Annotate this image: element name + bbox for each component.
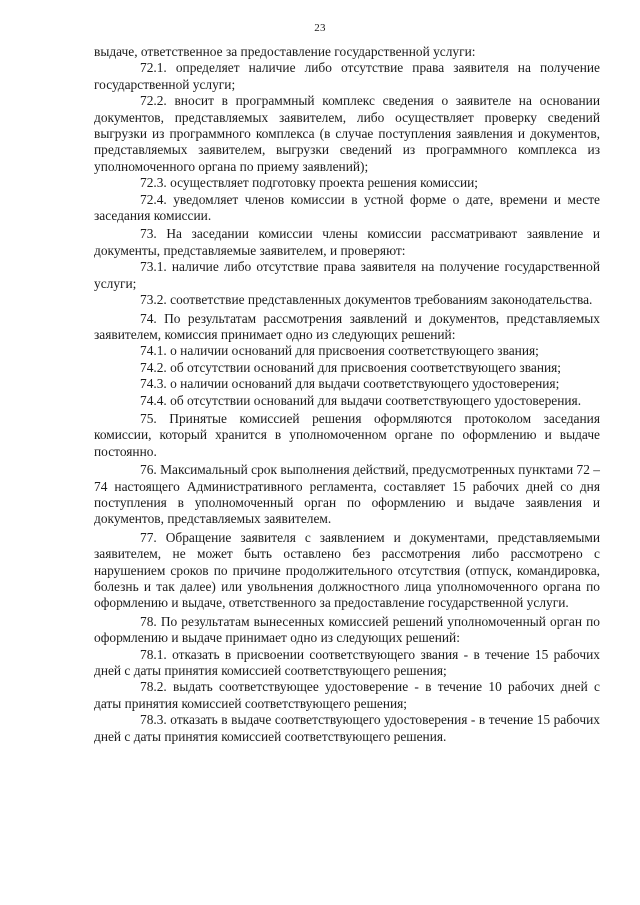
paragraph-74-2: 74.2. об отсутствии оснований для присвоения соответствующего звания; [140, 359, 562, 375]
page-number: 23 [314, 22, 326, 34]
paragraph-73-1: 73.1. наличие либо отсутствие права заявителя на получение государственной услуги; [94, 259, 600, 291]
paragraph-74-1: 74.1. о наличии оснований для присвоения соответствующего звания; [140, 343, 539, 359]
paragraph-77: 77. Обращение заявителя с заявлением и документами, представляемыми заявителем, не может быть оставлено без рассмотрения либо рассмотрено с нарушением сроков по причине продолжительного отсутствия (отпуск, командировка, болезнь и так далее) или увольнения должностного лица уполномоченного органа по оформлению и выдаче, ответственного за предоставление государственной услуги. [94, 529, 600, 611]
paragraph-74-3: 74.3. о наличии оснований для выдачи соответствующего удостоверения; [140, 376, 560, 392]
paragraph-73-2: 73.2. соответствие представленных документов требованиям законодательства. [140, 292, 593, 308]
paragraph-78-3: 78.3. отказать в выдаче соответствующего удостоверения - в течение 15 рабочих дней с даты принятия комиссией соответствующего решения. [94, 712, 600, 744]
paragraph-72-3: 72.3. осуществляет подготовку проекта решения комиссии; [140, 175, 479, 191]
paragraph-76: 76. Максимальный срок выполнения действий, предусмотренных пунктами 72 – 74 настоящего Административного регламента, составляет 15 рабочих дней со дня поступления в уполномоченный орган по оформлению и выдаче заявления и документов, представляемых заявителем. [94, 462, 600, 527]
paragraph-78-1: 78.1. отказать в присвоении соответствующего звания - в течение 15 рабочих дней с даты принятия комиссией соответствующего решения; [94, 646, 600, 679]
paragraph-74: 74. По результатам рассмотрения заявлений и документов, представляемых заявителем, комиссия принимает одно из следующих решений: [94, 310, 600, 342]
paragraph-73: 73. На заседании комиссии члены комиссии рассматривают заявление и документы, представляемые заявителем, и проверяют: [94, 226, 600, 258]
paragraph-75: 75. Принятые комиссией решения оформляются протоколом заседания комиссии, который хранится в уполномоченном органе по оформлению и выдаче постоянно. [94, 410, 600, 459]
paragraph-72-4: 72.4. уведомляет членов комиссии в устной форме о дате, времени и месте заседания комиссии. [94, 191, 600, 224]
paragraph-78: 78. По результатам вынесенных комиссией решений уполномоченный орган по оформлению и выдаче принимает одно из следующих решений: [94, 613, 600, 646]
paragraph-74-4: 74.4. об отсутствии оснований для выдачи соответствующего удостоверения. [140, 392, 582, 408]
paragraph-continuation: выдаче, ответственное за предоставление государственной услуги: [94, 44, 476, 59]
paragraph-72-2: 72.2. вносит в программный комплекс сведения о заявителе на основании документов, представляемых заявителем, либо осуществляет проверку сведений выгрузки из программного комплекса (в случае поступления заявления и документов, представляемых заявителем, выгрузки сведений из программного комплекса из уполномоченного органа по приему заявлений); [94, 93, 600, 174]
paragraph-78-2: 78.2. выдать соответствующее удостоверение - в течение 10 рабочих дней с даты принятия комиссией соответствующего решения; [94, 679, 600, 711]
document-body [94, 44, 600, 745]
paragraph-72-1: 72.1. определяет наличие либо отсутствие права заявителя на получение государственной услуги; [94, 60, 600, 92]
